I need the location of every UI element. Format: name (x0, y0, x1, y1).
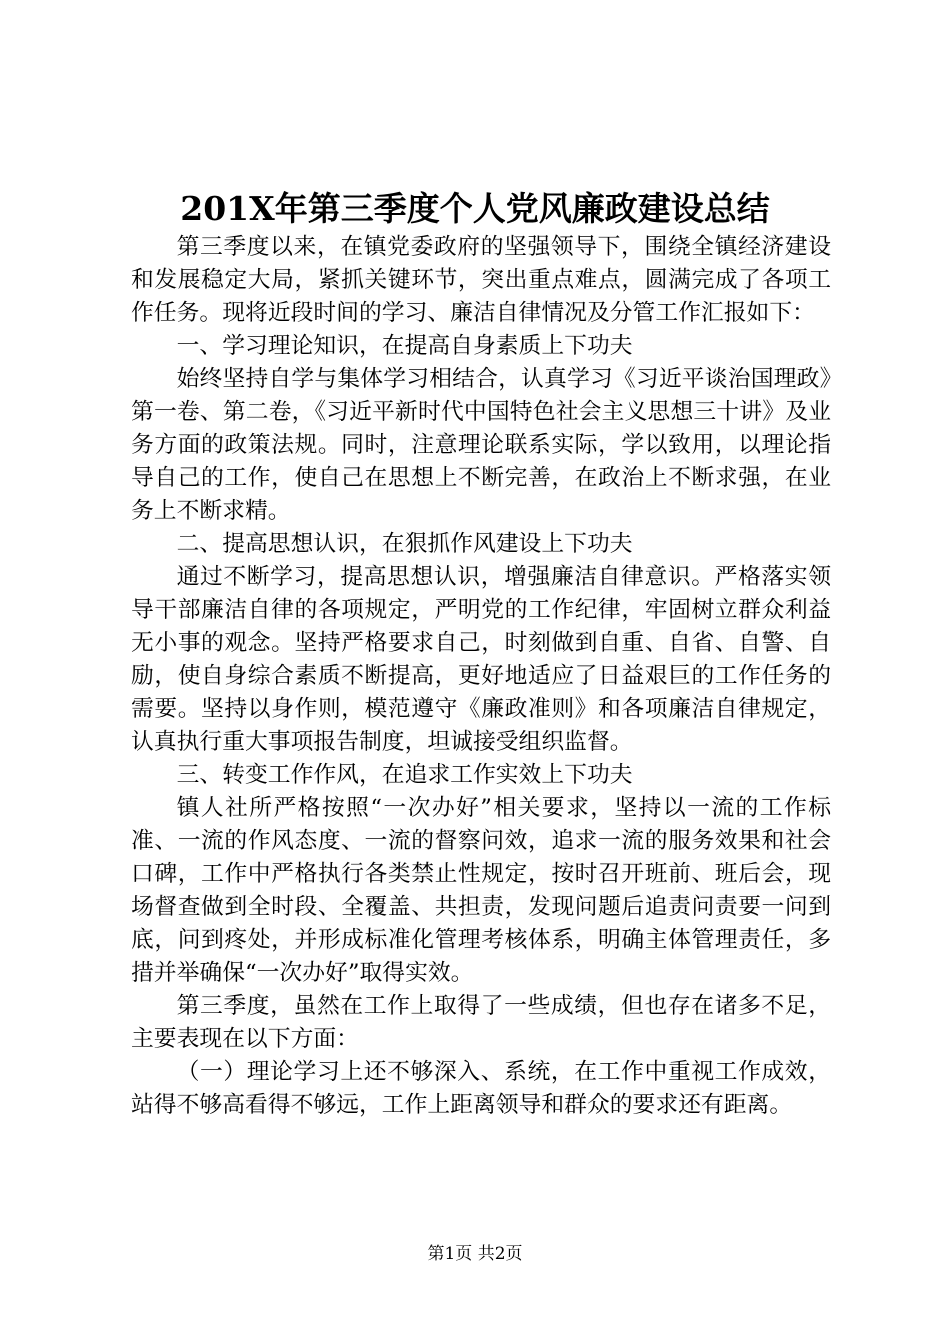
section-heading-3: 三、转变工作作风，在追求工作实效上下功夫 (176, 762, 633, 788)
paragraph-section-2: 通过不断学习，提高思想认识，增强廉洁自律意识。严格落实领导干部廉洁自律的各项规定，严明党的工作纪律，牢固树立群众利益无小事的观念。坚持严格要求自己，时刻做到自重、自省、自警、自励，使自身综合素质不断提高，更好地适应了日益艰巨的工作任务的需要。坚持以身作则，模范遵守《廉政准则》和各项廉洁自律规定，认真执行重大事项报告制度，坦诚接受组织监督。 (131, 564, 831, 755)
section-heading-2: 二、提高思想认识，在狠抓作风建设上下功夫 (176, 531, 633, 557)
paragraph-section-1: 始终坚持自学与集体学习相结合，认真学习《习近平谈治国理政》第一卷、第二卷，《习近平新时代中国特色社会主义思想三十讲》及业务方面的政策法规。同时，注意理论联系实际，学以致用，以理论指导自己的工作，使自己在思想上不断完善，在政治上不断求强，在业务上不断求精。 (131, 366, 831, 524)
paragraph-section-3: 镇人社所严格按照“一次办好”相关要求，坚持以一流的工作标准、一流的作风态度、一流的督察问效，追求一流的服务效果和社会口碑，工作中严格执行各类禁止性规定，按时召开班前、班后会，现场督查做到全时段、全覆盖、共担责，发现问题后追责问责要一问到底，问到疼处，并形成标准化管理考核体系，明确主体管理责任，多措并举确保“一次办好”取得实效。 (131, 795, 831, 986)
page-footer: 第1页 共2页 (427, 1244, 523, 1264)
paragraph-intro: 第三季度以来，在镇党委政府的坚强领导下，围绕全镇经济建设和发展稳定大局，紧抓关键环节，突出重点难点，圆满完成了各项工作任务。现将近段时间的学习、廉洁自律情况及分管工作汇报如下： (131, 234, 831, 326)
document-title: 201X年第三季度个人党风廉政建设总结 (180, 189, 770, 228)
document-body (131, 231, 831, 1122)
paragraph-shortcomings-intro: 第三季度，虽然在工作上取得了一些成绩，但也存在诸多不足，主要表现在以下方面： (131, 993, 831, 1052)
section-heading-1: 一、学习理论知识，在提高自身素质上下功夫 (176, 333, 633, 359)
paragraph-shortcoming-1: （一）理论学习上还不够深入、系统，在工作中重视工作成效，站得不够高看得不够远，工作上距离领导和群众的要求还有距离。 (131, 1059, 831, 1118)
